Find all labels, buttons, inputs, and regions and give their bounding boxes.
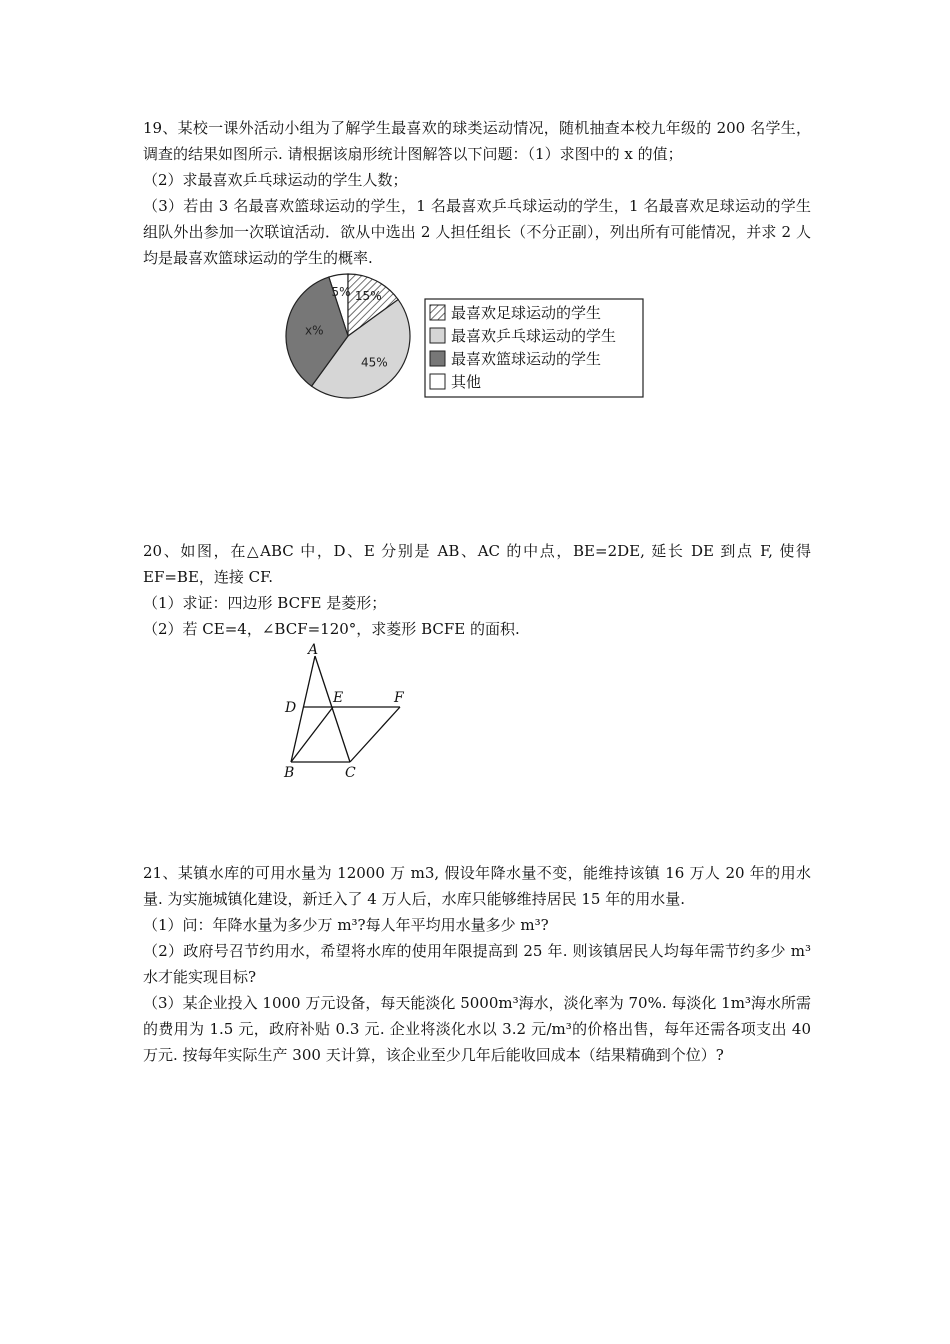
point-d-label: D [285,700,297,716]
point-b-label: B [284,765,295,781]
pie-slice-label: 15% [354,289,382,304]
segment-ac [315,656,350,762]
legend [425,299,643,397]
point-f-label: F [394,690,404,706]
pie-slice-label: 5% [331,284,351,299]
geometry-figure [278,640,418,785]
q20-intro: 20、如图，在△ABC 中，D、E 分别是 AB、AC 的中点，BE=2DE, 延长 DE 到点 F, 使得 EF=BE，连接 CF. [143,542,811,586]
q21-part3: （3）某企业投入 1000 万元设备，每天能淡化 5000m³海水，淡化率为 70%. 每淡化 1m³海水所需的费用为 1.5 元，政府补贴 0.3 元. 企业将淡化水以 3.2 元/m³的价格出售，每年还需各项支出 40 万元. 按每年实际生产 300 天计算，该企业至少几年后能收回成本（结果精确到个位）? [143,994,811,1064]
legend-swatch [430,351,445,366]
pie-chart [280,272,650,402]
legend-swatch [430,328,445,343]
legend-label: 最喜欢乒乓球运动的学生 [451,327,617,345]
pie-slice-label: 45% [360,355,388,370]
q20-part1: （1）求证：四边形 BCFE 是菱形； [143,594,387,612]
legend-label: 其他 [451,373,482,391]
pie-slice-label: x% [305,323,324,338]
point-a-label: A [308,642,319,658]
legend-label: 最喜欢足球运动的学生 [451,304,602,322]
q19-part3: （3）若由 3 名最喜欢篮球运动的学生，1 名最喜欢乒乓球运动的学生，1 名最喜欢足球运动的学生组队外出参加一次联谊活动．欲从中选出 2 人担任组长（不分正副），列出所有可能情况，并求 2 人均是最喜欢篮球运动的学生的概率. [143,197,811,267]
q21-intro: 21、某镇水库的可用水量为 12000 万 m3, 假设年降水量不变，能维持该镇 16 万人 20 年的用水量. 为实施城镇化建设，新迁入了 4 万人后，水库只能够维持居民 15 年的用水量. [143,864,811,908]
q19-intro: 19、某校一课外活动小组为了解学生最喜欢的球类运动情况，随机抽查本校九年级的 200 名学生，调查的结果如图所示. 请根据该扇形统计图解答以下问题：（1）求图中的 x 的值； [143,119,811,163]
q20-part2: （2）若 CE=4，∠BCF=120°，求菱形 BCFE 的面积. [143,620,520,638]
point-e-label: E [333,690,344,706]
q19-part2: （2）求最喜欢乒乓球运动的学生人数； [143,171,408,189]
q21-part1: （1）问：年降水量为多少万 m³?每人年平均用水量多少 m³? [143,916,549,934]
legend-label: 最喜欢篮球运动的学生 [451,350,602,368]
legend-swatch [430,305,445,320]
segment-cf [350,707,400,762]
q21-part2: （2）政府号召节约用水，希望将水库的使用年限提高到 25 年. 则该镇居民人均每年需节约多少 m³水才能实现目标? [143,942,811,986]
point-c-label: C [345,765,356,781]
legend-swatch [430,374,445,389]
